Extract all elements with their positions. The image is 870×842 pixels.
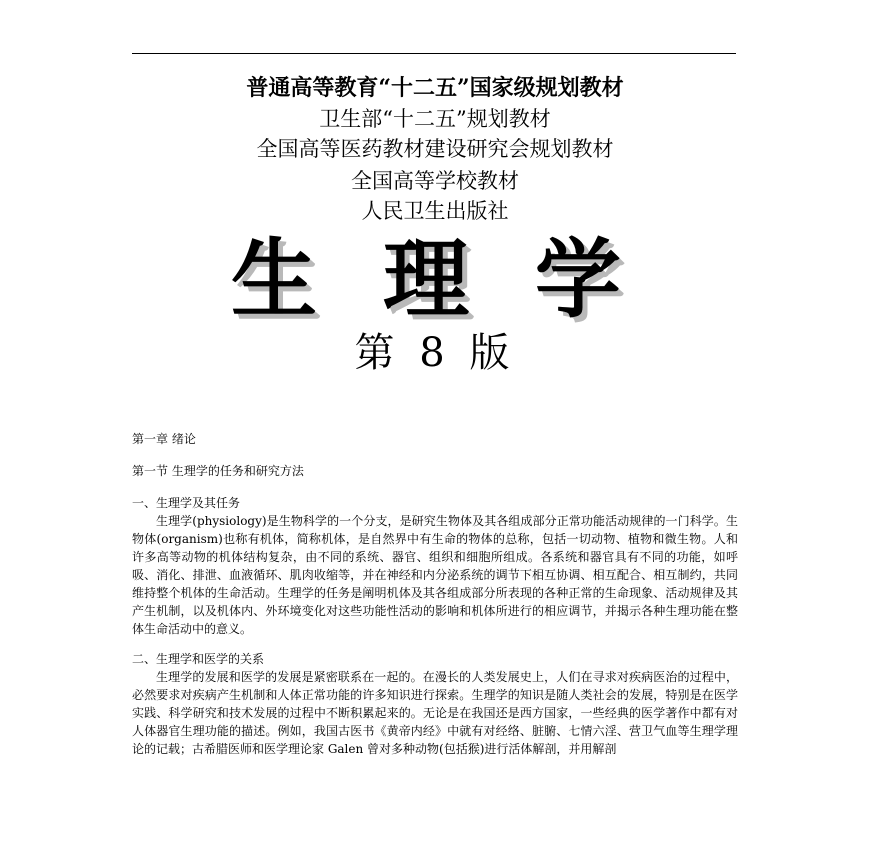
- textbook-line: 全国高等学校教材: [351, 169, 519, 193]
- committee-line: 全国高等医药教材建设研究会规划教材: [256, 137, 614, 161]
- paragraph-2: 生理学的发展和医学的发展是紧密联系在一起的。在漫长的人类发展史上，人们在寻求对疾病医治的过程中，必然要求对疾病产生机制和人体正常功能的许多知识进行探索。生理学的知识是随人类社会的发展，特别是在医学实践、科学研究和技术发展的过程中不断积累起来的。无论是在我国还是西方国家，一些经典的医学著作中都有对人体器官生理功能的描述。例如，我国古医书《黄帝内经》中就有对经络、脏腑、七情六淫、营卫气血等生理学理论的记载；古希腊医师和医学理论家 Galen 曾对多种动物(包括猴)进行活体解剖，并用解剖: [132, 670, 738, 756]
- edition: 第 8 版: [354, 330, 516, 376]
- series-subtitle: 卫生部“十二五”规划教材: [319, 107, 551, 131]
- subsection-heading-1: 一、生理学及其任务: [132, 496, 241, 510]
- paragraph-1: 生理学(physiology)是生物科学的一个分支，是研究生物体及其各组成部分正常功能活动规律的一门科学。生物体(organism)也称有机体，简称机体，是自然界中有生命的物体的总称，包括一切动物、植物和微生物。人和许多高等动物的机体结构复杂，由不同的系统、器官、组织和细胞所组成。各系统和器官具有不同的功能，如呼吸、消化、排泄、血液循环、肌肉收缩等，并在神经和内分泌系统的调节下相互协调、相互配合、相互制约，共同维持整个机体的生命活动。生理学的任务是阐明机体及其各组成部分所表现的各种正常的生命现象、活动规律及其产生机制，以及机体内、外环境变化对这些功能性活动的影响和机体所进行的相应调节，并揭示各种生理功能在整体生命活动中的意义。: [132, 514, 738, 636]
- section-heading: 第一节 生理学的任务和研究方法: [132, 464, 304, 478]
- publisher: 人民卫生出版社: [361, 199, 509, 223]
- paragraph-1-container: [132, 512, 738, 638]
- paragraph-2-container: [132, 668, 738, 768]
- chapter-heading: 第一章 绪论: [132, 432, 196, 446]
- header-rule: [132, 53, 736, 54]
- series-title: 普通高等教育“十二五”国家级规划教材: [246, 75, 624, 101]
- book-title: 生 理 学: [231, 230, 639, 330]
- subsection-heading-2: 二、生理学和医学的关系: [132, 652, 265, 666]
